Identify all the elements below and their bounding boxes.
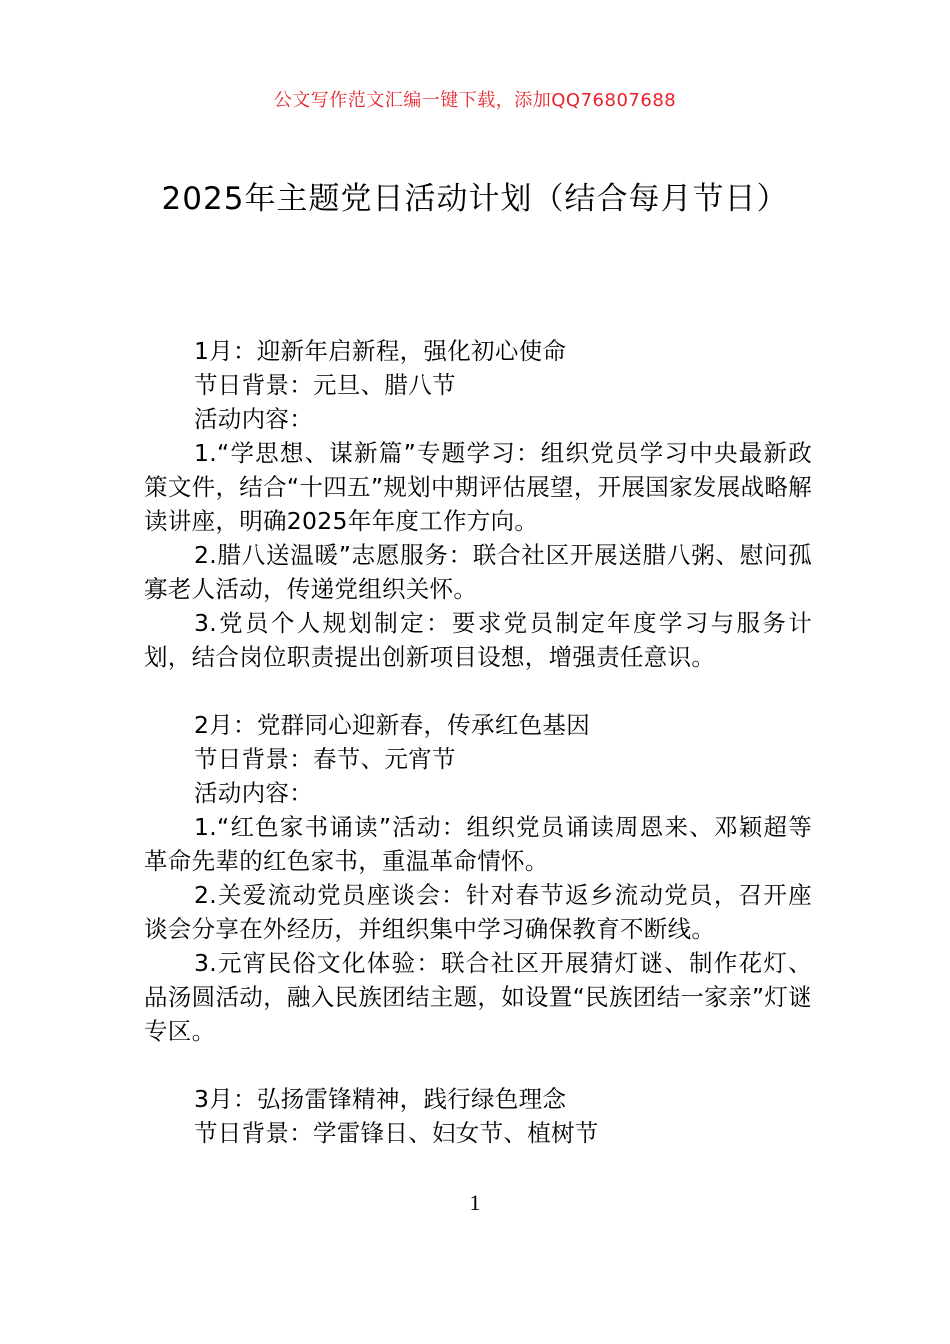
festival-background: 节日背景：春节、元宵节 — [194, 745, 456, 773]
activity-item: 3.党员个人规划制定：要求党员制定年度学习与服务计划，结合岗位职责提出创新项目设想，增强责任意识。 — [144, 609, 812, 671]
festival-background: 节日背景：学雷锋日、妇女节、植树节 — [194, 1119, 599, 1147]
page-number: 1 — [469, 1190, 481, 1215]
section-january — [144, 334, 812, 674]
activity-content-label: 活动内容： — [194, 405, 313, 433]
download-notice: 公文写作范文汇编一键下载，添加QQ76807688 — [273, 90, 677, 111]
activity-item: 3.元宵民俗文化体验：联合社区开展猜灯谜、制作花灯、品汤圆活动，融入民族团结主题，如设置“民族团结一家亲”灯谜专区。 — [144, 949, 812, 1045]
section-march — [144, 1082, 812, 1150]
document-body — [144, 334, 812, 1150]
festival-background: 节日背景：元旦、腊八节 — [194, 371, 456, 399]
section-february — [144, 708, 812, 1048]
section-heading: 1月：迎新年启新程，强化初心使命 — [194, 337, 567, 365]
section-heading: 2月：党群同心迎新春，传承红色基因 — [194, 711, 591, 739]
activity-item: 1.“学思想、谋新篇”专题学习：组织党员学习中央最新政策文件，结合“十四五”规划中期评估展望，开展国家发展战略解读讲座，明确2025年年度工作方向。 — [144, 439, 812, 535]
document-title: 2025年主题党日活动计划（结合每月节日） — [161, 181, 789, 217]
activity-content-label: 活动内容： — [194, 779, 313, 807]
activity-item: 1.“红色家书诵读”活动：组织党员诵读周恩来、邓颖超等革命先辈的红色家书，重温革命情怀。 — [144, 813, 812, 875]
section-heading: 3月：弘扬雷锋精神，践行绿色理念 — [194, 1085, 567, 1113]
activity-item: 2.腊八送温暖”志愿服务：联合社区开展送腊八粥、慰问孤寡老人活动，传递党组织关怀。 — [144, 541, 812, 603]
activity-item: 2.关爱流动党员座谈会：针对春节返乡流动党员，召开座谈会分享在外经历，并组织集中学习确保教育不断线。 — [144, 881, 812, 943]
